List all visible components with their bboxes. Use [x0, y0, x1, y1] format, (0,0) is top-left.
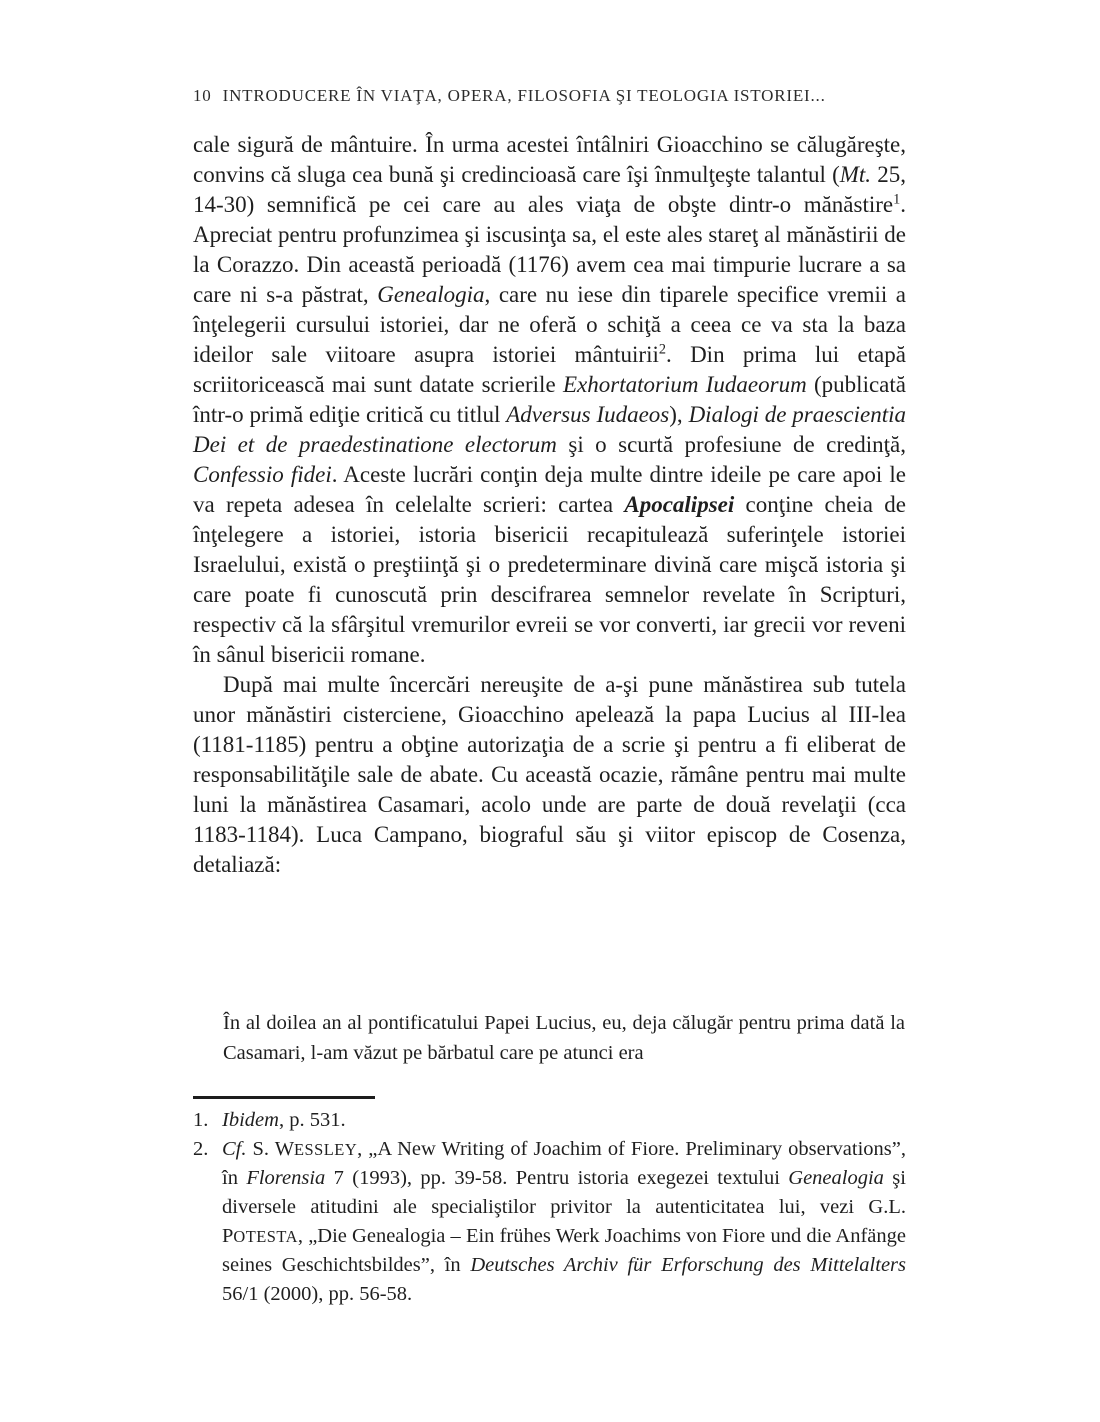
footnotes [193, 1106, 906, 1309]
footnote [193, 1135, 906, 1309]
page-number: 10 [193, 86, 212, 105]
paragraph: După mai multe încercări nereuşite de a-şi pune mănăstirea sub tutela unor mănăstiri cisterciene, Gioacchino apelează la papa Lucius al III-lea (1181-1185) pentru a obţine autorizaţia de a scrie şi pentru a fi eliberat de responsabilităţile sale de abate. Cu această ocazie, rămâne pentru mai multe luni la mănăstirea Casamari, acolo unde are parte de două revelaţii (cca 1183-1184). Luca Campano, biograful său şi viitor episcop de Cosenza, detaliază: [193, 672, 906, 877]
page-header [193, 86, 906, 106]
footnote-number: 2. [193, 1138, 209, 1160]
footnote-text: Ibidem, p. 531. [222, 1109, 346, 1131]
footnote [193, 1106, 906, 1135]
footnote-number: 1. [193, 1109, 209, 1131]
running-title: INTRODUCERE ÎN VIAŢA, OPERA, FILOSOFIA ŞI TEOLOGIA ISTORIEI... [222, 86, 826, 105]
body-text [193, 130, 906, 880]
footnote-text: Cf. S. WESSLEY, „A New Writing of Joachim of Fiore. Preliminary observations”, în Florensia 7 (1993), pp. 39-58. Pentru istoria exegezei textului Genealogia şi diversele atitudini ale specialiştilor privitor la autenticitatea lui, vezi G.L. POTESTA, „Die Genealogia – Ein frühes Werk Joachims von Fiore und die Anfänge seines Geschichtsbildes”, în Deutsches Archiv für Erforschung des Mittelalters 56/1 (2000), pp. 56-58. [222, 1138, 907, 1305]
footnote-separator [193, 1096, 375, 1099]
block-quote: În al doilea an al pontificatului Papei Lucius, eu, deja călugăr pentru prima dată la Casamari, l-am văzut pe bărbatul care pe atunci era [223, 1012, 905, 1064]
paragraph: cale sigură de mântuire. În urma acestei întâlniri Gioacchino se călugăreşte, convins că sluga cea bună şi credincioasă care îşi înmulţeşte talantul (Mt. 25, 14-30) semnifică pe cei care au ales viaţa de obşte dintr-o mănăstire$^1$. Apreciat pentru profunzimea şi iscusinţa sa, el este ales stareţ al mănăstirii de la Corazzo. Din această perioadă (1176) avem cea mai timpurie lucrare a sa care ni s-a păstrat, Genealogia, care nu iese din tiparele specifice vremii a înţelegerii cursului istoriei, dar ne oferă o schiţă a ceea ce va sta la baza ideilor sale viitoare asupra istoriei mântuirii$^2$. Din prima lui etapă scriitoricească mai sunt datate scrierile Exhortatorium Iudaeorum (publicată într-o primă ediţie critică cu titlul Adversus Iudaeos), Dialogi de praescientia Dei et de praedestinatione electorum şi o scurtă profesiune de credinţă, Confessio fidei. Aceste lucrări conţin deja multe dintre ideile pe care apoi le va repeta adesea în celelalte scrieri: cartea Apocalipsei conţine cheia de înţelegere a istoriei, istoria bisericii recapitulează suferinţele istoriei Israelului, există o preştiinţă şi o predeterminare divină care mişcă istoria şi care poate fi cunoscută prin descifrarea semnelor revelate în Scripturi, respectiv că la sfârşitul vremurilor evreii se vor converti, iar grecii vor reveni în sânul bisericii romane. [193, 132, 907, 667]
